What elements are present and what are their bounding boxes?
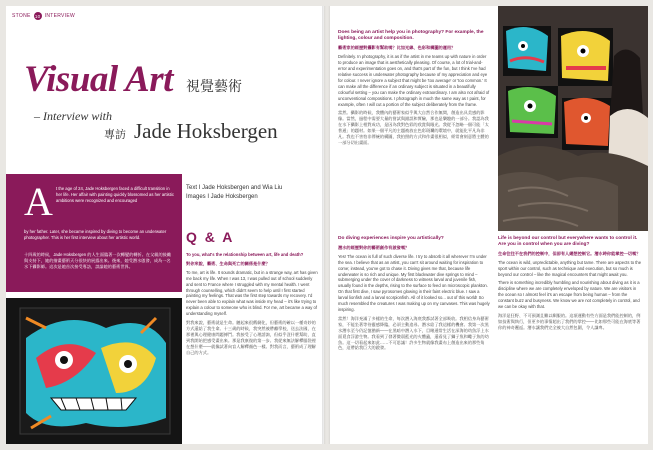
question-3-zh: 潛水的經歷對你的藝術創作有啟發嗎？ xyxy=(338,244,410,250)
images-credit: Images I Jade Hoksbergen xyxy=(186,194,258,200)
page-number: 10 xyxy=(34,13,41,19)
credits xyxy=(186,184,282,202)
category-label: INTERVIEW xyxy=(44,13,76,19)
artist-photo-illustration xyxy=(498,6,648,231)
article-title: Visual Art xyxy=(24,59,173,100)
right-column-1-top xyxy=(338,30,490,149)
subtitle-prefix: – Interview with xyxy=(34,109,112,123)
qa-heading: Q & A xyxy=(186,229,235,245)
painting-image xyxy=(6,298,182,444)
artist-photo xyxy=(498,6,648,231)
intro-text-zh: 十四歲的時候，Jade Hoksbergen 的人生面臨著一次轉變的轉折。在父親的鼓勵與支持下，她的繪畫藝術天分很快的展露出來。後來，她受潛水啟發，成為一名水下攝影師。這次是她首次接受專訪，談論她的藝術世界。 xyxy=(24,252,172,270)
answer-3-en: Yes! The ocean is full of such diverse life. I try to absorb it all wherever I'm under the sea. I believe that as an artist, you can't sit around waiting for inspiration to come; instead, you've got to chase it. Diving gives me that, because life underwater is so rich and unique. My first blackwater dive springs to mind – submerging under the cover of darkness to witness larval and juvenile fish, usually found in the depths, rising to the surface to feed on microscopic plankton. On that first dive, I saw pyrosomes glowing in their faint electric blue. I saw a larval lionfish and a larval scorpionfish. All of it looked so... out of this world! So much resembled the creatures I was making up on my canvases. This was hugely inspiring. xyxy=(338,253,490,312)
intro-block xyxy=(6,174,182,292)
painting-illustration xyxy=(6,298,182,444)
right-column-1-bottom xyxy=(338,236,490,354)
intro-text-en-continued: by her father. Later, she became inspired by diving to become an underwater photographer. This is her first interview about her artistic world. xyxy=(24,229,167,240)
question-1-zh: 對你來說，藝術、生命與死亡的關係是什麼？ xyxy=(186,260,270,266)
question-2-en: Does being an artist help you in photography? For example, the lighting, colour and composition. xyxy=(338,30,484,42)
answer-2-zh: 當然。攝影的時候，我體內的藝術家似乎與大自然合作無間，創造出具美感的影像。當然，過程中需要大量的嘗試與錯誤和實驗，那也是樂趣的一部分。我認為我在水下攝影上相對成功，是因為我對色彩的欣賞與眼光。我從不忽略一個可能「太普通」的題材。如果一個平凡的主題被放在色彩斑斕的環境中，就能化平凡為非凡。我也不害怕非傳統的構圖，我拍照的方式和作畫很相似，經常會刻意將主體的一部分切出畫面。 xyxy=(338,110,489,145)
question-4-en: Life is beyond our control but everywhere wants to control it. Are you in control when you are diving? xyxy=(498,236,638,247)
right-column-2 xyxy=(498,236,642,334)
intro-text-en: t the age of 24, Jade Hoksbergen faced a difficult transition in her life. Her affair with painting quickly blossomed as her artistic ambitions were recognized and encouraged xyxy=(56,186,174,203)
answer-4-en: The ocean is wild, unpredictable, anything but tame. There are aspects to the sport within our control, such as technique and execution, but so much is beyond our control – like the magical encounters that might await you. xyxy=(498,259,642,277)
subtitle-name: Jade Hoksbergen xyxy=(134,119,278,143)
article-title-zh: 視覺藝術 xyxy=(186,78,242,94)
subtitle-zh: 專訪 xyxy=(104,129,126,141)
section-label: STONE xyxy=(12,13,31,19)
drop-cap: A xyxy=(24,179,53,224)
answer-1-zh: 對我來說，藝術就是生命。聽起來很戲劇化，但藝術的確以一種奇妙的方式還給了我生命。十三歲的時候，我突然被帶離學校，送去法國，在那裡與心理健康問題搏鬥。我接受了心理諮詢，但似乎沒什麼幫助，直到我開始把感受畫出來。那是我康復的第一步。我從來無法解釋腦袋裡在想什麼——就像試著向盲人解釋顏色一樣。對我而言，藝術成了理解自己的方式。 xyxy=(186,320,316,355)
answer-2-en: Definitely. In photography, it is as if the artist in me teams up with nature in order to produce an image that is aesthetically pleasing. Of course, a lot of trial-and-error and experimentation goes on, and that's part of the fun, but I think I've had relative success in underwater photography because of my appreciation and eye for colour. I never ignore a subject that might be 'too average' or 'too common.' It can make all the difference if an ordinary subject is situated in a beautifully colourful setting – you can make the ordinary extraordinary. I am also not afraid of unconventional compositions. I photograph in much the same way as I paint, for example, often I will cut a portion of the subject deliberately from the frame. xyxy=(338,54,490,107)
answer-4-zh: 海洋是狂野、不可預測且難以馴服的。這項運動有些方面是我們能控制的，例如技術與執行，但更多的事情超出了我們的掌控——比如那些可能在海底等著你的神奇邂逅。潛水讓我們完全被大自然包圍，令人謙卑。 xyxy=(498,312,641,330)
question-4-zh: 生命往往不在我們的控制中，但卻有人總想控制它。潛水時你能掌控一切嗎？ xyxy=(498,250,641,256)
page-header xyxy=(12,12,75,20)
question-3-en: Do diving experiences inspire you artistically? xyxy=(338,236,444,241)
right-page xyxy=(330,6,648,444)
answer-1-en: To me, art is life. It sounds dramatic, but in a strange way, art has given me back my life. When I was 13, I was pulled out of school suddenly and sent to France where I struggled with my mental health. I went through counselling, which didn't seem to help until I first started painting my feelings. That was the first step towards my recovery. I'd never been able to explain what was inside my head – it's like trying to explain a colour to someone who is blind. For me, art became a way of understanding myself. xyxy=(186,269,318,317)
question-2-zh: 藝術家的經歷對攝影有幫助嗎？比如光線、色彩和構圖的運用？ xyxy=(338,45,456,51)
question-1-en: To you, what's the relationship between art, life and death? xyxy=(186,252,304,257)
answer-3-zh: 當然！海洋充滿了多樣的生命，每次潛入海底我都試著全部吸收。我相信身為藝術家，不能坐著等待靈感降臨，必須主動追尋。潛水給了我這樣的機會。我第一次黑水潛水至今仍記憶猶新——在黑暗中潛入水下，目睹通常生活在深海的幼魚浮上水面覓食浮游生物。我看到了發著微弱藍光的火體蟲，還看見了獅子魚和蠍子魚的幼魚。這一切看起來如此……不可思議！許多生物就像我畫布上創造出來的那些角色，這帶給我巨大的啟發。 xyxy=(338,315,489,351)
left-page xyxy=(6,6,324,444)
answer-4b-en: There is something incredibly humbling and nourishing about diving as it is a discipline where we are completely enveloped by nature. We are visitors in the ocean so I almost feel it's an escape from being human – from the constant buzz and busyness. We know we are not completely in control, and we can be okay with that. xyxy=(498,280,640,310)
left-answer-column xyxy=(186,252,318,359)
text-credit: Text I Jade Hoksbergen and Wia Liu xyxy=(186,185,283,191)
